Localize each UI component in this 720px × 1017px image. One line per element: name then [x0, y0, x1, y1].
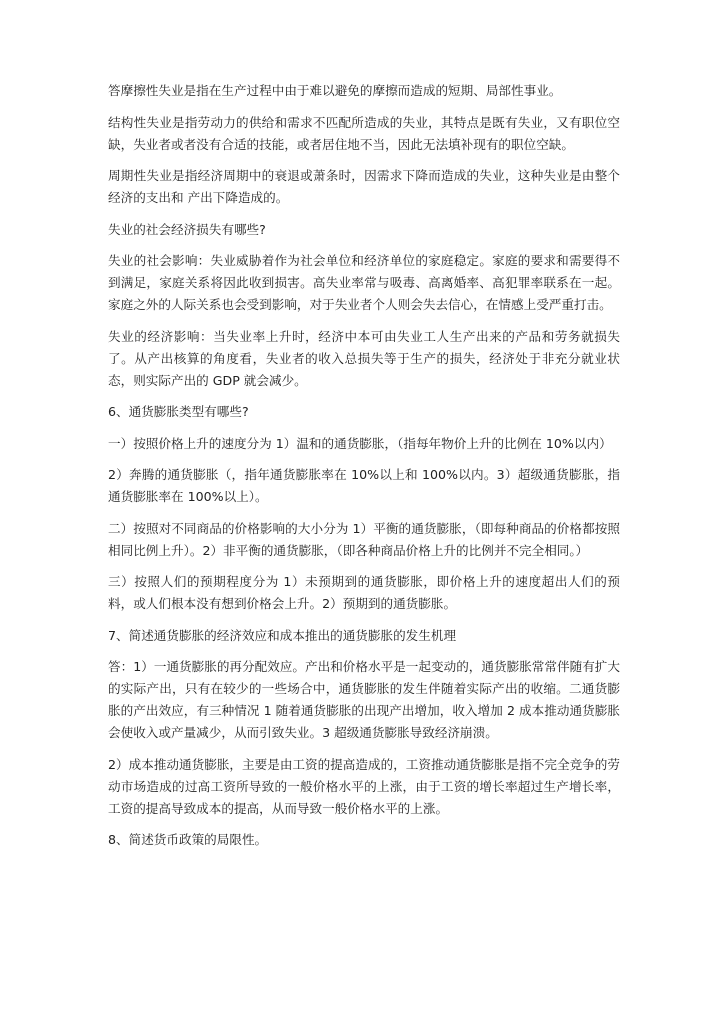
question-unemployment-losses: 失业的社会经济损失有哪些? — [108, 221, 266, 237]
paragraph-cyclical-unemployment: 周期性失业是指经济周期中的衰退或萧条时，因需求下降而造成的失业，这种失业是由整个经济的支出和 产出下降造成的。 — [108, 168, 620, 205]
question-7-inflation-effects: 7、简述通货膨胀的经济效应和成本推出的通货膨胀的发生机理 — [108, 627, 457, 643]
document-page — [108, 80, 620, 861]
paragraph-frictional-unemployment: 答摩擦性失业是指在生产过程中由于难以避免的摩擦而造成的短期、局部性事业。 — [108, 83, 562, 98]
paragraph-galloping-hyperinflation: 2）奔腾的通货膨胀（，指年通货膨胀率在 10%以上和 100%以内。3）超级通货膨胀，指通货膨胀率在 100%以上）。 — [108, 467, 620, 504]
paragraph-economic-impact: 失业的经济影响：当失业率上升时，经济中本可由失业工人生产出来的产品和劳务就损失了。从产出核算的角度看，失业者的收入总损失等于生产的损失，经济处于非充分就业状态，则实际产出的 GDP 就会减少。 — [108, 328, 620, 388]
paragraph-structural-unemployment: 结构性失业是指劳动力的供给和需求不匹配所造成的失业，其特点是既有失业，又有职位空缺，失业者或者没有合适的技能，或者居住地不当，因此无法填补现有的职位空缺。 — [108, 114, 620, 152]
paragraph-inflation-by-speed: 一）按照价格上升的速度分为 1）温和的通货膨胀，（指每年物价上升的比例在 10%以内） — [108, 435, 612, 451]
answer-7-part-1: 答：1）一通货膨胀的再分配效应。产出和价格水平是一起变动的，通货膨胀常常伴随有扩大的实际产出，只有在较少的一些场合中，通货膨胀的发生伴随着实际产出的收缩。二通货膨胀的产出效应，有三种情况 1 随着通货膨胀的出现产出增加，收入增加 2 成本推动通货膨胀会使收入或产量减少，从而引致失业。3 超级通货膨胀导致经济崩溃。 — [108, 659, 620, 740]
question-6-inflation-types: 6、通货膨胀类型有哪些? — [108, 404, 249, 419]
paragraph-inflation-by-expectation: 三）按照人们的预期程度分为 1）未预期到的通货膨胀，即价格上升的速度超出人们的预料，或人们根本没有想到价格会上升。2）预期到的通货膨胀。 — [108, 574, 620, 611]
answer-7-part-2: 2）成本推动通货膨胀，主要是由工资的提高造成的，工资推动通货膨胀是指不完全竞争的劳动市场造成的过高工资所导致的一般价格水平的上涨，由于工资的增长率超过生产增长率，工资的提高导致成本的提高，从而导致一般价格水平的上涨。 — [108, 756, 620, 816]
paragraph-social-impact: 失业的社会影响：失业威胁着作为社会单位和经济单位的家庭稳定。家庭的要求和需要得不到满足，家庭关系将因此收到损害。高失业率常与吸毒、高离婚率、高犯罪率联系在一起。家庭之外的人际关系也会受到影响，对于失业者个人则会失去信心，在情感上受严重打击。 — [108, 253, 620, 312]
paragraph-inflation-by-goods: 二）按照对不同商品的价格影响的大小分为 1）平衡的通货膨胀，（即每种商品的价格都按照相同比例上升）。2）非平衡的通货膨胀，（即各种商品价格上升的比例并不完全相同。） — [108, 520, 620, 558]
question-8-monetary-policy: 8、简述货币政策的局限性。 — [108, 832, 268, 847]
